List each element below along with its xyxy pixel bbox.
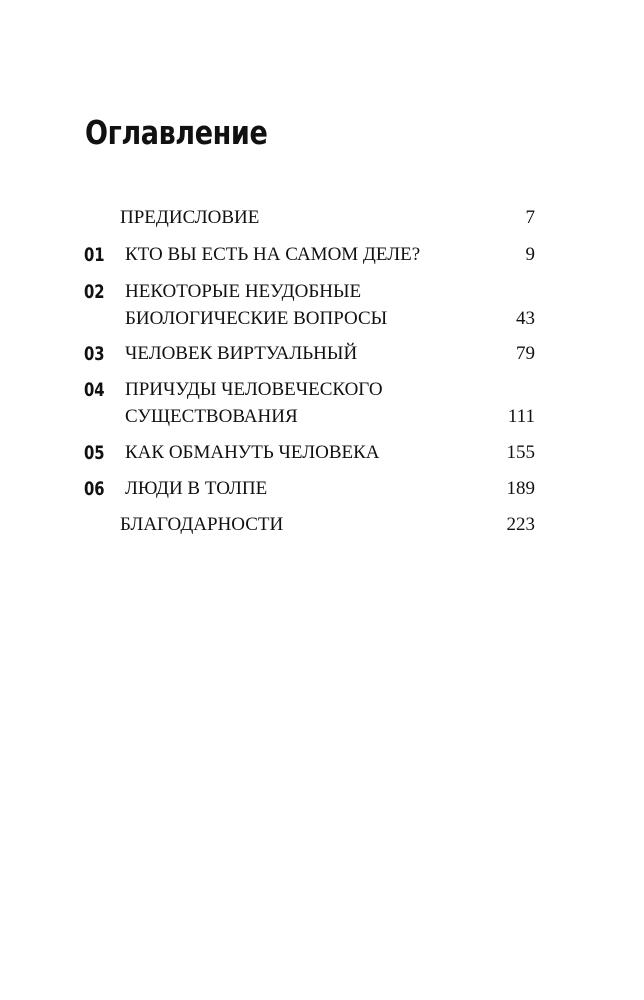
toc-entry-title-line: ПРИЧУДЫ ЧЕЛОВЕЧЕСКОГО (125, 379, 383, 400)
toc-entry-title-line: КТО ВЫ ЕСТЬ НА САМОМ ДЕЛЕ? (125, 244, 421, 265)
toc-entry-title-line: ЧЕЛОВЕК ВИРТУАЛЬНЫЙ (125, 343, 358, 364)
toc-entry-page-number: 155 (506, 442, 535, 463)
toc-entry-title-line: БЛАГОДАРНОСТИ (120, 514, 284, 535)
toc-entry-page-number: 111 (507, 406, 535, 427)
page-title: Оглавление (85, 113, 268, 152)
toc-entry-title-line: БИОЛОГИЧЕСКИЕ ВОПРОСЫ (125, 308, 388, 329)
toc-entry-title-line: КАК ОБМАНУТЬ ЧЕЛОВЕКА (125, 442, 380, 463)
chapter-number: 04 (84, 379, 105, 401)
toc-entry-page-number: 79 (516, 343, 535, 364)
toc-entry-page-number: 189 (506, 478, 535, 499)
toc-entry-page-number: 43 (516, 308, 535, 329)
chapter-number: 03 (84, 343, 105, 365)
toc-entry-title-line: ЛЮДИ В ТОЛПЕ (125, 478, 268, 499)
chapter-number: 05 (84, 442, 105, 464)
toc-entry-title-line: ПРЕДИСЛОВИЕ (120, 207, 260, 228)
toc-entry-page-number: 223 (506, 514, 535, 535)
toc-entry-page-number: 7 (525, 207, 535, 228)
chapter-number: 06 (84, 478, 105, 500)
toc-entry-page-number: 9 (525, 244, 535, 265)
chapter-number: 01 (84, 244, 105, 266)
toc-entry-title-line: НЕКОТОРЫЕ НЕУДОБНЫЕ (125, 281, 362, 302)
chapter-number: 02 (84, 281, 105, 303)
toc-entry-title-line: СУЩЕСТВОВАНИЯ (125, 406, 298, 427)
